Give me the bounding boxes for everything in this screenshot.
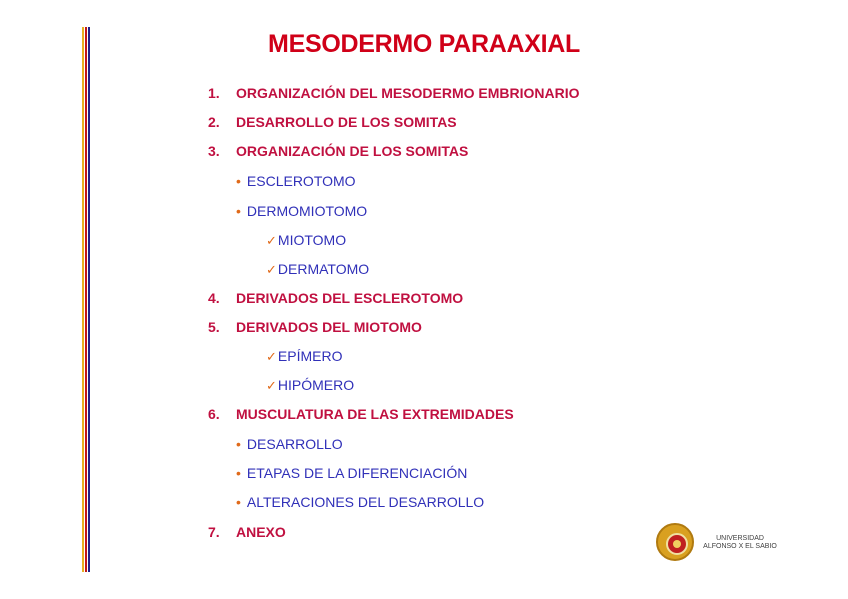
decorative-stripe-gold bbox=[82, 27, 84, 572]
slide-title: MESODERMO PARAAXIAL bbox=[268, 30, 580, 58]
outline-item-3 bbox=[208, 143, 468, 159]
university-name-line2: ALFONSO X EL SABIO bbox=[703, 543, 777, 550]
sub-item-label: ESCLEROTOMO bbox=[246, 173, 356, 189]
outline-item-2 bbox=[208, 114, 457, 130]
item-number: 3. bbox=[208, 143, 220, 159]
sub-item-alteraciones bbox=[236, 494, 484, 510]
item-number: 7. bbox=[208, 524, 220, 540]
item-number: 1. bbox=[208, 85, 220, 101]
item-label: DESARROLLO DE LOS SOMITAS bbox=[236, 114, 457, 130]
sub-sub-item-dermatomo bbox=[266, 261, 369, 278]
checkmark-icon: ✓ bbox=[266, 349, 277, 364]
sub-sub-item-epimero bbox=[266, 348, 342, 365]
university-seal-icon bbox=[656, 523, 694, 561]
item-label: MUSCULATURA DE LAS EXTREMIDADES bbox=[236, 406, 514, 422]
sub-sub-item-label: MIOTOMO bbox=[277, 232, 347, 248]
sub-item-label: ALTERACIONES DEL DESARROLLO bbox=[246, 494, 485, 510]
sub-item-etapas bbox=[236, 465, 467, 481]
sub-sub-item-label: DERMATOMO bbox=[277, 261, 370, 277]
seal-crest bbox=[673, 540, 681, 548]
bullet-icon: • bbox=[236, 436, 241, 452]
sub-item-label: DESARROLLO bbox=[246, 436, 343, 452]
item-number: 5. bbox=[208, 319, 220, 335]
seal-center bbox=[666, 533, 688, 555]
item-label: ORGANIZACIÓN DEL MESODERMO EMBRIONARIO bbox=[236, 85, 580, 101]
bullet-icon: • bbox=[236, 465, 241, 481]
item-label: DERIVADOS DEL MIOTOMO bbox=[236, 319, 422, 335]
university-name-line1: UNIVERSIDAD bbox=[716, 535, 764, 542]
checkmark-icon: ✓ bbox=[266, 262, 277, 277]
item-number: 4. bbox=[208, 290, 220, 306]
decorative-stripe-red bbox=[85, 27, 87, 572]
checkmark-icon: ✓ bbox=[266, 233, 277, 248]
item-label: ORGANIZACIÓN DE LOS SOMITAS bbox=[236, 143, 469, 159]
item-label: DERIVADOS DEL ESCLEROTOMO bbox=[236, 290, 464, 306]
sub-item-desarrollo bbox=[236, 436, 343, 452]
bullet-icon: • bbox=[236, 494, 241, 510]
sub-sub-item-label: HIPÓMERO bbox=[277, 377, 355, 393]
sub-item-label: DERMOMIOTOMO bbox=[246, 203, 368, 219]
sub-sub-item-hipomero bbox=[266, 377, 354, 394]
checkmark-icon: ✓ bbox=[266, 378, 277, 393]
outline-item-1 bbox=[208, 85, 580, 101]
bullet-icon: • bbox=[236, 173, 241, 189]
item-number: 6. bbox=[208, 406, 220, 422]
bullet-icon: • bbox=[236, 203, 241, 219]
sub-sub-item-label: EPÍMERO bbox=[277, 348, 343, 364]
outline-item-7 bbox=[208, 524, 286, 540]
sub-item-label: ETAPAS DE LA DIFERENCIACIÓN bbox=[246, 465, 468, 481]
outline-item-6 bbox=[208, 406, 514, 422]
outline-item-5 bbox=[208, 319, 422, 335]
sub-item-dermomiotomo bbox=[236, 203, 367, 219]
item-number: 2. bbox=[208, 114, 220, 130]
decorative-stripe-blue bbox=[88, 27, 90, 572]
item-label: ANEXO bbox=[236, 524, 286, 540]
sub-sub-item-miotomo bbox=[266, 232, 346, 249]
university-name bbox=[702, 535, 778, 551]
sub-item-esclerotomo bbox=[236, 173, 356, 189]
outline-item-4 bbox=[208, 290, 463, 306]
